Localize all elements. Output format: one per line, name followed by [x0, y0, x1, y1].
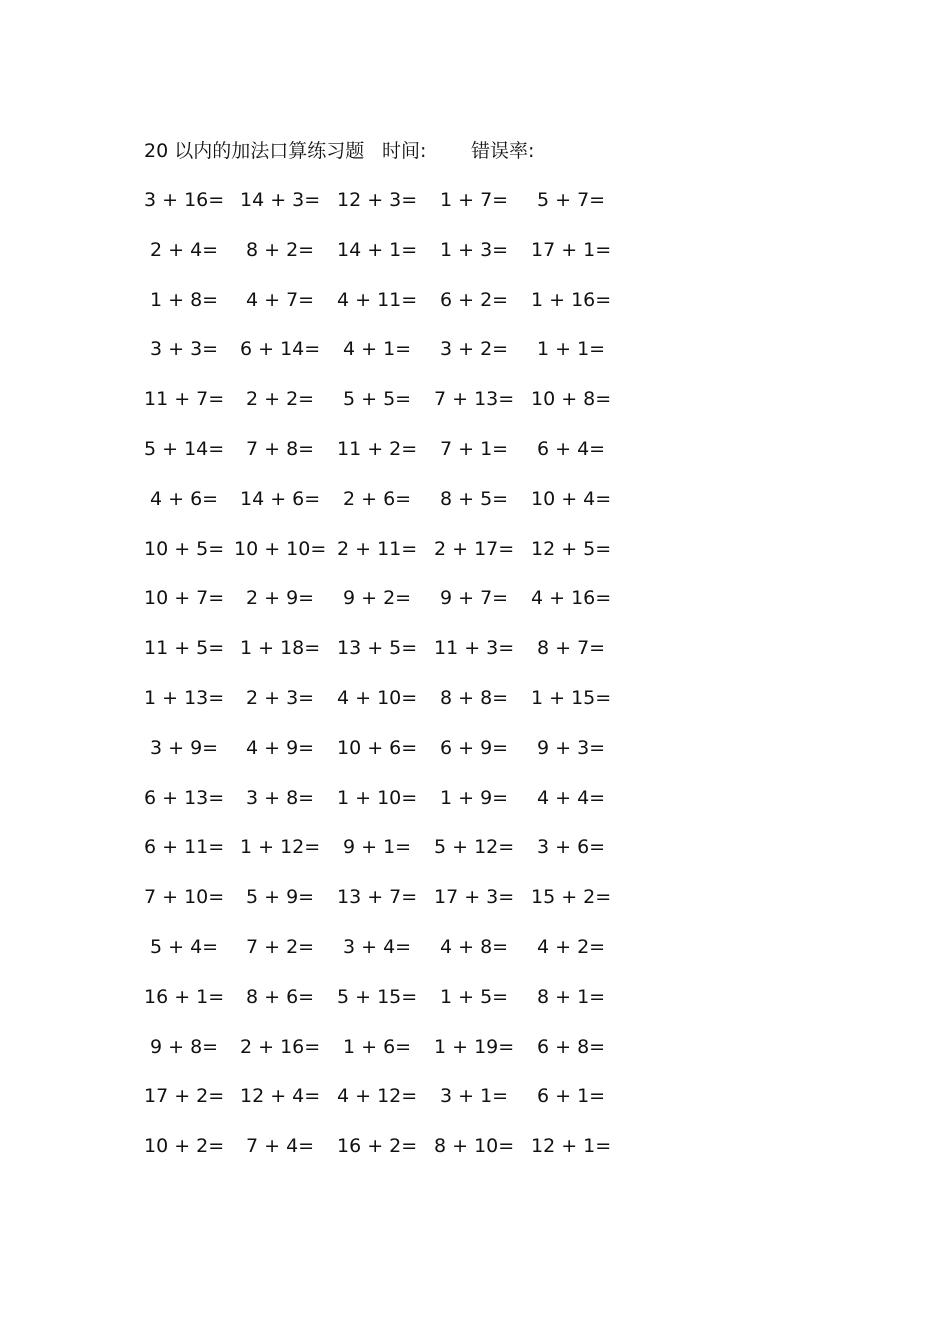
addition-problem: 4 + 4= — [537, 786, 606, 809]
addition-problem: 2 + 16= — [240, 1035, 321, 1058]
addition-problem: 11 + 2= — [337, 438, 418, 460]
addition-problem: 6 + 13= — [144, 786, 225, 809]
addition-problem: 6 + 14= — [240, 338, 321, 361]
addition-problem: 13 + 7= — [337, 886, 418, 909]
addition-problem: 8 + 5= — [440, 487, 509, 510]
addition-problem: 6 + 2= — [440, 288, 509, 311]
addition-problem: 10 + 2= — [144, 1135, 225, 1158]
addition-problem: 7 + 4= — [246, 1135, 315, 1158]
addition-problem: 2 + 2= — [246, 388, 315, 411]
addition-problem: 4 + 7= — [246, 288, 315, 311]
addition-problem: 1 + 8= — [150, 288, 219, 311]
addition-problem: 5 + 4= — [150, 936, 219, 958]
addition-problem: 9 + 8= — [150, 1035, 219, 1058]
addition-problem: 5 + 14= — [144, 438, 225, 460]
addition-problem: 11 + 3= — [434, 637, 515, 660]
addition-problem: 9 + 3= — [537, 736, 606, 759]
addition-problem: 3 + 1= — [440, 1085, 509, 1108]
addition-problem: 4 + 6= — [150, 487, 219, 510]
time-label: 时间: — [382, 140, 427, 162]
addition-problem: 10 + 4= — [531, 487, 612, 510]
addition-problem: 13 + 5= — [337, 637, 418, 660]
addition-problem: 6 + 1= — [537, 1085, 606, 1108]
addition-problem: 4 + 8= — [440, 936, 509, 958]
addition-problem: 17 + 3= — [434, 886, 515, 909]
addition-problem: 12 + 5= — [531, 537, 612, 560]
addition-problem: 3 + 16= — [144, 189, 225, 211]
addition-problem: 7 + 10= — [144, 886, 225, 909]
addition-problem: 10 + 8= — [531, 388, 612, 411]
addition-problem: 8 + 10= — [434, 1135, 515, 1158]
addition-problem: 3 + 3= — [150, 338, 219, 361]
addition-problem: 1 + 16= — [531, 288, 612, 311]
addition-problem: 5 + 5= — [343, 388, 412, 411]
addition-problem: 5 + 15= — [337, 985, 418, 1008]
addition-problem: 4 + 1= — [343, 338, 412, 361]
addition-problem: 1 + 1= — [537, 338, 606, 361]
addition-problem: 17 + 1= — [531, 238, 612, 261]
addition-problem: 8 + 2= — [246, 238, 315, 261]
addition-problem: 1 + 19= — [434, 1035, 515, 1058]
addition-problem: 15 + 2= — [531, 886, 612, 909]
addition-problem: 1 + 18= — [240, 637, 321, 660]
addition-problem: 1 + 9= — [440, 786, 509, 809]
addition-problem: 10 + 7= — [144, 587, 225, 610]
addition-problem: 11 + 7= — [144, 388, 225, 411]
addition-problem: 8 + 6= — [246, 985, 315, 1008]
addition-problem: 7 + 2= — [246, 936, 315, 958]
addition-problem: 6 + 8= — [537, 1035, 606, 1058]
addition-problem: 12 + 1= — [531, 1135, 612, 1158]
addition-problem: 2 + 11= — [337, 537, 418, 560]
addition-problem: 1 + 10= — [337, 786, 418, 809]
addition-problem: 17 + 2= — [144, 1085, 225, 1108]
addition-problem: 2 + 6= — [343, 487, 412, 510]
addition-problem: 16 + 1= — [144, 985, 225, 1008]
addition-problem: 4 + 10= — [337, 687, 418, 709]
addition-problem: 3 + 9= — [150, 736, 219, 759]
addition-problem: 4 + 16= — [531, 587, 612, 610]
addition-problem: 5 + 9= — [246, 886, 315, 909]
addition-problem: 16 + 2= — [337, 1135, 418, 1158]
addition-problem: 8 + 7= — [537, 637, 606, 660]
error-rate-label: 错误率: — [471, 140, 535, 162]
addition-problem: 3 + 6= — [537, 836, 606, 859]
addition-problem: 5 + 7= — [537, 189, 606, 211]
addition-problem: 1 + 7= — [440, 189, 509, 211]
addition-problem: 2 + 3= — [246, 687, 315, 709]
addition-problem: 3 + 2= — [440, 338, 509, 361]
addition-problem: 2 + 17= — [434, 537, 515, 560]
addition-problem: 7 + 1= — [440, 438, 509, 460]
addition-problem: 10 + 6= — [337, 736, 418, 759]
addition-problem: 7 + 8= — [246, 438, 315, 460]
addition-problem: 14 + 1= — [337, 238, 418, 261]
addition-problem: 6 + 9= — [440, 736, 509, 759]
addition-problem: 1 + 13= — [144, 687, 225, 709]
addition-problem: 14 + 6= — [240, 487, 321, 510]
addition-problem: 4 + 12= — [337, 1085, 418, 1108]
addition-problem: 4 + 11= — [337, 288, 418, 311]
addition-problem: 1 + 3= — [440, 238, 509, 261]
addition-problem: 1 + 12= — [240, 836, 321, 859]
addition-problem: 1 + 5= — [440, 985, 509, 1008]
addition-problem: 9 + 2= — [343, 587, 412, 610]
addition-problem: 6 + 4= — [537, 438, 606, 460]
addition-problem: 12 + 3= — [337, 189, 418, 211]
addition-problem: 7 + 13= — [434, 388, 515, 411]
addition-problem: 2 + 9= — [246, 587, 315, 610]
addition-problem: 12 + 4= — [240, 1085, 321, 1108]
addition-problem: 4 + 9= — [246, 736, 315, 759]
addition-problem: 3 + 4= — [343, 936, 412, 958]
worksheet-title: 20 以内的加法口算练习题 — [144, 140, 365, 162]
addition-problem: 3 + 8= — [246, 786, 315, 809]
addition-problem: 11 + 5= — [144, 637, 225, 660]
addition-problem: 10 + 10= — [234, 537, 327, 560]
addition-problem: 1 + 6= — [343, 1035, 412, 1058]
addition-problem: 1 + 15= — [531, 687, 612, 709]
addition-problem: 2 + 4= — [150, 238, 219, 261]
addition-problem: 5 + 12= — [434, 836, 515, 859]
addition-problem: 4 + 2= — [537, 936, 606, 958]
addition-problem: 9 + 7= — [440, 587, 509, 610]
addition-problem: 6 + 11= — [144, 836, 225, 859]
addition-problem: 8 + 8= — [440, 687, 509, 709]
addition-problem: 8 + 1= — [537, 985, 606, 1008]
addition-problem: 9 + 1= — [343, 836, 412, 859]
addition-problem: 14 + 3= — [240, 189, 321, 211]
addition-problem: 10 + 5= — [144, 537, 225, 560]
